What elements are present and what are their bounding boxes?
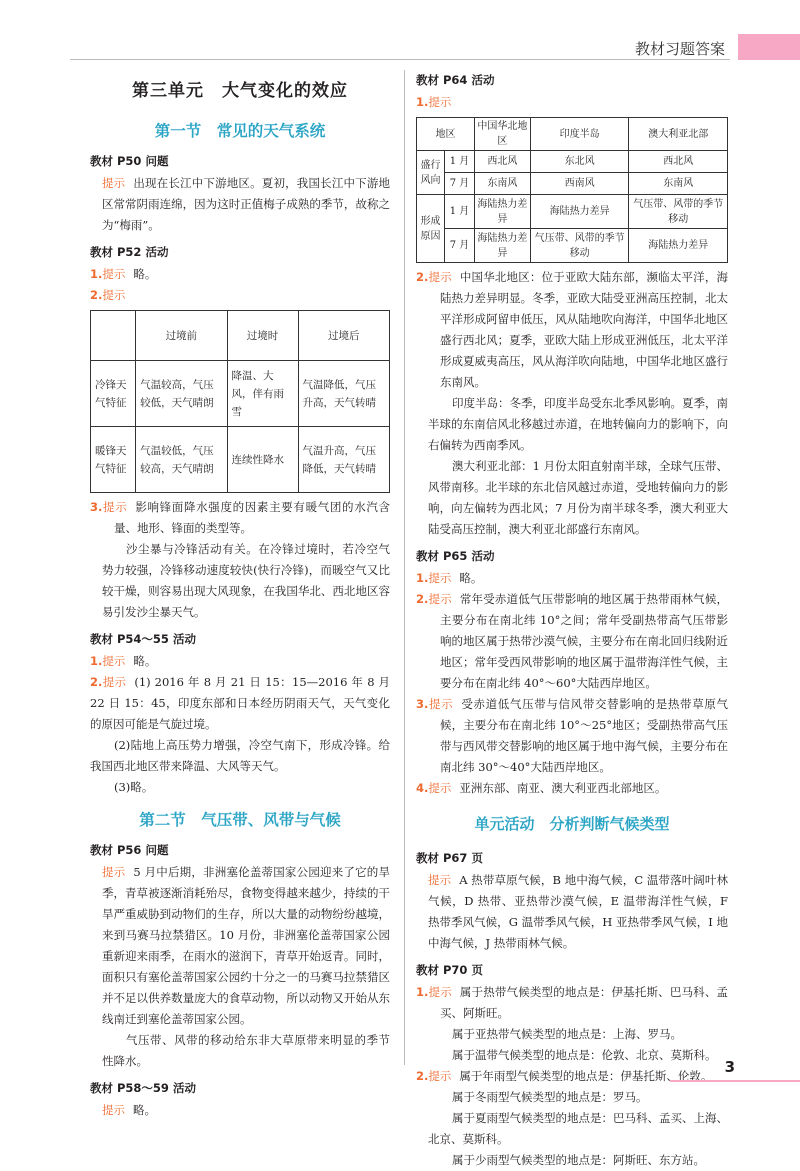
- p70-q1-text2: 属于亚热带气候类型的地点是：上海、罗马。: [452, 1027, 682, 1041]
- p54-q1: 1.提示 略。: [90, 654, 157, 668]
- p52-q3-text2: 沙尘暴与冷锋活动有关。在冷锋过境时，若冷空气势力较强，冷锋移动速度较快(快行冷锋)，而暖空气又比较干燥，则容易出现大风现象，在我国华北、西北地区容易引发沙尘暴天气。: [102, 542, 390, 619]
- p56-answer: 提示 5 月中后期，非洲塞伦盖蒂国家公园迎来了它的旱季，青草被逐渐消耗殆尽，食物变得越来越少，持续的干旱严重威胁到动物们的生存，所以大量的动物纷纷越境，来到马赛马拉禁猎区。10 月份，非洲塞伦盖蒂国家公园重新迎来雨季，在雨水的滋润下，青草开始返青。同时，面积只有塞伦盖蒂国家公园约十分之一的马赛马拉禁猎区并不足以供养数量庞大的食草动物，所以动物又开始从东线南迁到塞伦盖蒂国家公园。: [102, 865, 390, 1026]
- p65-q2: 2.提示 常年受赤道低气压带影响的地区属于热带雨林气候，主要分布在南北纬 10°之间；常年受副热带高气压带影响的地区属于热带沙漠气候，主要分布在南北回归线附近地区；常年受西风带影响的地区属于温带海洋性气候，主要分布在南北纬 40°～60°大陆西岸地区。: [416, 592, 729, 690]
- tip-label: 提示: [102, 176, 126, 190]
- table-row: 7 月 东南风 西南风 东南风: [417, 173, 728, 195]
- table-row: 盛行风向 1 月 西北风 东北风 西北风: [417, 151, 728, 173]
- p54-q2-text3: (3)略。: [114, 780, 154, 794]
- p64-q1: 1.提示: [416, 95, 452, 109]
- p52-q3: 3.提示 影响锋面降水强度的因素主要有暖气团的水汽含量、地形、锋面的类型等。: [90, 500, 391, 535]
- p54-q2-text2: (2)陆地上高压势力增强，冷空气南下，形成冷锋。给我国西北地区带来降温、大风等天气。: [90, 738, 390, 773]
- section-1-title: 第一节 常见的天气系统: [154, 122, 326, 140]
- p65-label: 教材 P65 活动: [416, 549, 495, 563]
- p56-label: 教材 P56 问题: [90, 843, 169, 857]
- p65-q4: 4.提示 亚洲东部、南亚、澳大利亚西北部地区。: [416, 781, 667, 795]
- p54-q2: 2.提示 (1) 2016 年 8 月 21 日 15：15—2016 年 8 月 22 日 15：45，印度东部和日本经历阴雨天气，天气变化的原因可能是气旋过境。: [90, 675, 390, 731]
- p52-label: 教材 P52 活动: [90, 245, 169, 259]
- p70-q2-text3: 属于夏雨型气候类型的地点是：巴马科、孟买、上海、北京、莫斯科。: [428, 1111, 728, 1146]
- p54-label: 教材 P54～55 活动: [90, 632, 196, 646]
- page-header: [0, 38, 800, 60]
- p70-q2: 2.提示 属于年雨型气候类型的地点是：伊基托斯、伦敦。: [416, 1069, 713, 1083]
- p52-q2: 2.提示: [90, 288, 126, 302]
- p64-q2-text2: 印度半岛：冬季，印度半岛受东北季风影响。夏季，南半球的东南信风北移越过赤道，在地转偏向力的影响下，向右偏转为西南季风。: [428, 396, 728, 452]
- p50-label: 教材 P50 问题: [90, 154, 169, 168]
- left-column: [90, 72, 390, 1121]
- p67-answer: 提示 A 热带草原气候，B 地中海气候，C 温带落叶阔叶林气候，D 热带、亚热带沙漠气候，E 温带海洋性气候，F 热带季风气候，G 温带季风气候，H 亚热带季风气候，I 地中海气候，J 热带雨林气候。: [428, 873, 729, 950]
- p64-label: 教材 P64 活动: [416, 73, 495, 87]
- p64-q2-text3: 澳大利亚北部：1 月份太阳直射南半球，全球气压带、风带南移。北半球的东北信风越过赤道，受地转偏向力的影响，向左偏转为西北风；7 月份为南半球冬季，澳大利亚大陆受高压控制，澳大利亚北部盛行东南风。: [428, 459, 728, 536]
- footer-rule: [670, 1080, 800, 1082]
- table-row: 暖锋天气特征 气温较低，气压较高，天气晴朗 连续性降水 气温升高，气压降低，天气转晴: [91, 427, 390, 493]
- page-number: 3: [724, 1058, 735, 1076]
- p67-label: 教材 P67 页: [416, 851, 483, 865]
- table-row: 冷锋天气特征 气温较高，气压较低，天气晴朗 降温、大风，伴有雨雪 气温降低，气压升高，天气转晴: [91, 361, 390, 427]
- p64-q2: 2.提示 中国华北地区：位于亚欧大陆东部，濒临太平洋，海陆热力差异明显。冬季，亚欧大陆受亚洲高压控制，北太平洋形成阿留申低压，风从陆地吹向海洋，中国华北地区盛行西北风；夏季，亚欧大陆上形成亚洲低压，北太平洋形成夏威夷高压，风从海洋吹向陆地，中国华北地区盛行东南风。: [416, 270, 729, 389]
- monsoon-table: 地区 中国华北地区 印度半岛 澳大利亚北部 盛行风向 1 月 西北风 东北风 西北风 7 月 东南风 西南风 东南风 形成原因 1 月 海陆热力差异 海陆热力差异 气压带、风带的季节移动 7 月 海陆热力差异 气压带、风带的季节移动 海陆热力差异: [416, 117, 728, 263]
- unit-title: 第三单元 大气变化的效应: [132, 81, 348, 101]
- p52-q1: 1.提示 略。: [90, 267, 157, 281]
- table-row: 7 月 海陆热力差异 气压带、风带的季节移动 海陆热力差异: [417, 229, 728, 263]
- p56-text2: 气压带、风带的移动给东非大草原带来明显的季节性降水。: [102, 1033, 390, 1068]
- p58-answer: 提示 略。: [102, 1103, 156, 1117]
- p70-q2-text2: 属于冬雨型气候类型的地点是：罗马。: [452, 1090, 648, 1104]
- p70-label: 教材 P70 页: [416, 963, 483, 977]
- p70-q2-text4: 属于少雨型气候类型的地点是：阿斯旺、东方站。: [452, 1153, 705, 1167]
- p65-q3: 3.提示 受赤道低气压带与信风带交替影响的是热带草原气候，主要分布在南北纬 10°～25°地区；受副热带高气压带与西风带交替影响的地区属于地中海气候，主要分布在南北纬 30°～40°大陆西岸地区。: [416, 697, 728, 774]
- right-column: [416, 72, 728, 1171]
- table-row: 形成原因 1 月 海陆热力差异 海陆热力差异 气压带、风带的季节移动: [417, 195, 728, 229]
- section-2-title: 第二节 气压带、风带与气候: [139, 811, 341, 829]
- p70-q1: 1.提示 属于热带气候类型的地点是：伊基托斯、巴马科、孟买、阿斯旺。: [416, 985, 729, 1020]
- p70-q1-text3: 属于温带气候类型的地点是：伦敦、北京、莫斯科。: [452, 1048, 717, 1062]
- header-accent-tab: [738, 34, 800, 60]
- p50-text: 出现在长江中下游地区。夏初，我国长江中下游地区常常阴雨连绵，因为这时正值梅子成熟的季节，故称之为“梅雨”。: [102, 176, 391, 232]
- header-title: 教材习题答案: [634, 40, 725, 58]
- column-divider: [404, 70, 405, 1065]
- unit-activity-title: 单元活动 分析判断气候类型: [474, 815, 670, 833]
- p58-label: 教材 P58～59 活动: [90, 1081, 196, 1095]
- header-rule: [70, 59, 730, 60]
- p65-q1: 1.提示 略。: [416, 571, 483, 585]
- front-weather-table: 过境前 过境时 过境后 冷锋天气特征 气温较高，气压较低，天气晴朗 降温、大风，伴有雨雪 气温降低，气压升高，天气转晴 暖锋天气特征 气温较低，气压较高，天气晴朗 连续性降水 气温升高，气压降低，天气转晴: [90, 310, 390, 493]
- p50-answer: [90, 173, 390, 236]
